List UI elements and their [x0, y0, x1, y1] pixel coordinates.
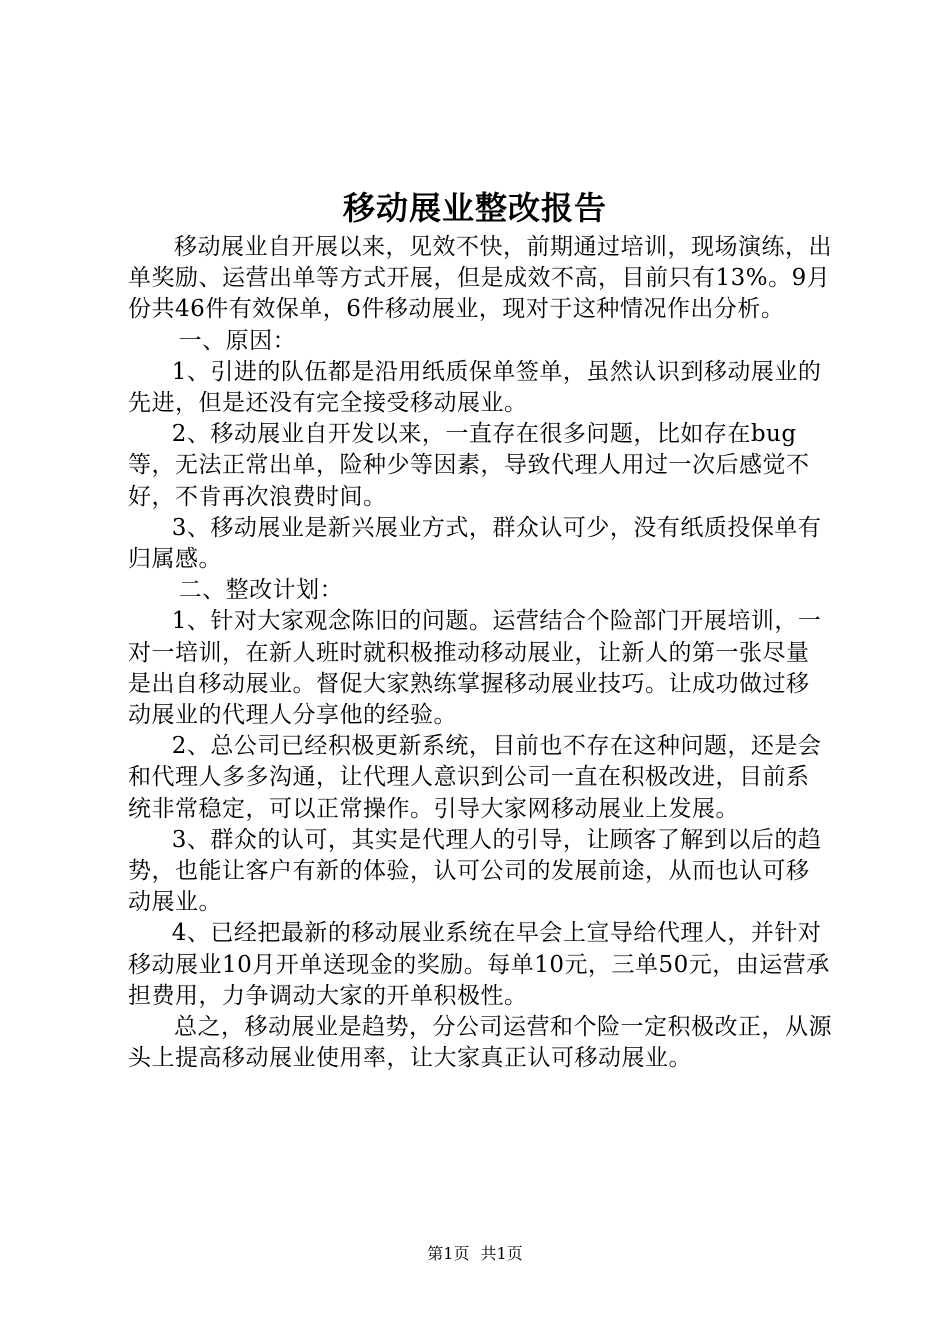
plan-item: 4、已经把最新的移动展业系统在早会上宣导给代理人，并针对移动展业10月开单送现金的奖励。每单10元，三单50元，由运营承担费用，力争调动大家的开单积极性。 [128, 920, 830, 1009]
plan-item: 1、针对大家观念陈旧的问题。运营结合个险部门开展培训，一对一培训，在新人班时就积极推动移动展业，让新人的第一张尽量是出自移动展业。督促大家熟练掌握移动展业技巧。让成功做过移动展业的代理人分享他的经验。 [128, 608, 822, 729]
page-number: 第1页 [427, 1244, 470, 1263]
plan-item: 3、群众的认可，其实是代理人的引导，让顾客了解到以后的趋势，也能让客户有新的体验，认可公司的发展前途，从而也认可移动展业。 [128, 826, 822, 916]
section-heading-reasons: 一、原因： [178, 327, 297, 354]
section-heading-plan: 二、整改计划： [178, 577, 344, 604]
reason-item: 2、移动展业自开发以来，一直存在很多问题，比如存在bug等，无法正常出单，险种少等因素，导致代理人用过一次后感觉不好，不肯再次浪费时间。 [128, 421, 810, 510]
document-body [128, 232, 832, 1074]
conclusion-paragraph: 总之，移动展业是趋势，分公司运营和个险一定积极改正，从源头上提高移动展业使用率，让大家真正认可移动展业。 [128, 1014, 832, 1072]
plan-item: 2、总公司已经积极更新系统，目前也不存在这种问题，还是会和代理人多多沟通，让代理人意识到公司一直在积极改进，目前系统非常稳定，可以正常操作。引导大家网移动展业上发展。 [128, 733, 822, 822]
document-title: 移动展业整改报告 [342, 189, 607, 227]
page-footer [0, 1243, 950, 1265]
intro-paragraph: 移动展业自开展以来，见效不快，前期通过培训，现场演练，出单奖励、运营出单等方式开展，但是成效不高，目前只有13%。9月份共46件有效保单，6件移动展业，现对于这种情况作出分析。 [128, 234, 832, 323]
reason-item: 3、移动展业是新兴展业方式，群众认可少，没有纸质投保单有归属感。 [128, 514, 822, 573]
reason-item: 1、引进的队伍都是沿用纸质保单签单，虽然认识到移动展业的先进，但是还没有完全接受移动展业。 [128, 358, 822, 417]
page-total: 共1页 [480, 1244, 523, 1263]
